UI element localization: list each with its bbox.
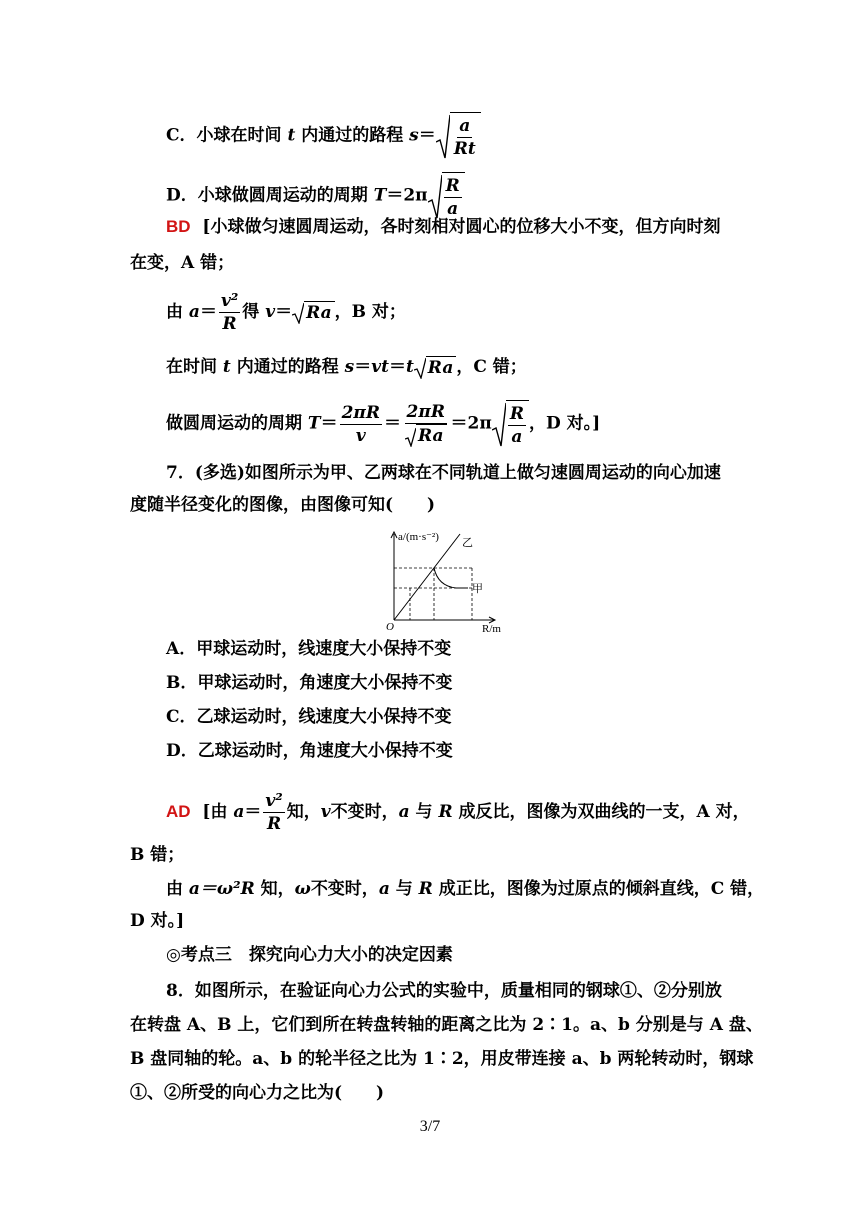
text: 不变时， [310,879,379,899]
var-vt: vt [371,357,389,377]
radicand: Ra [416,424,447,447]
equals: ＝ [418,125,436,146]
option-c [166,112,481,160]
var-a: a [233,802,245,822]
radicand: Ra [304,301,335,324]
var-t: t [222,357,231,377]
frac-numerator: 2πR [341,402,380,423]
equals: ＝ [383,413,401,434]
y-axis-label: a/(m·s⁻²) [398,531,439,543]
text: 与 [389,879,419,899]
answer6-line3 [166,290,406,335]
equals-2pi: ＝2π [450,413,492,434]
text: ，D 对。] [528,413,601,434]
sqrt-expression [428,172,465,220]
acceleration-radius-graph [372,528,512,632]
var-v: v [320,802,331,822]
text: 成正比，图像为过原点的倾斜直线，C 错， [432,879,765,899]
var-t: t [405,357,414,377]
frac-numerator: v² [265,791,283,811]
fraction [263,790,284,835]
equals: ＝ [275,302,293,322]
fraction [340,402,382,447]
fraction [219,290,240,335]
answer6-line2: 在变，A 错； [130,253,235,273]
origin-label: O [386,621,394,632]
section-heading: ◎考点三 探究向心力大小的决定因素 [166,945,453,965]
answer6-line5 [166,400,600,448]
text: ，C 错； [456,357,527,377]
equals-2pi: ＝2π [386,185,428,206]
sqrt-expression [436,112,481,160]
frac-numerator: a [459,116,471,136]
sqrt-expression [414,356,457,379]
page-number: 3/7 [419,1118,441,1135]
answer7-line3 [166,878,764,900]
fraction [403,401,449,447]
var-a: a [378,879,390,899]
frac-denominator: R [222,314,237,334]
answer6-line1 [166,216,720,238]
option-d-text: D．小球做圆周运动的周期 [166,185,374,206]
var-v: v [265,302,276,322]
frac-denominator: Rt [453,139,476,159]
answer7-line2: B 错； [130,845,185,865]
label-yi: 乙 [462,537,473,549]
option-c: C．乙球运动时，线速度大小保持不变 [166,707,452,727]
equals: ＝ [320,413,338,434]
question8-line3: B 盘同轴的轮。a、b 的轮半径之比为 1∶2，用皮带连接 a、b 两轮转动时，钢球 [130,1049,754,1069]
frac-denominator: a [447,199,459,219]
question8-line1: 8．如图所示，在验证向心力公式的实验中，质量相同的钢球①、②分别放 [166,981,722,1001]
answer6-line4 [166,356,527,379]
question8-line4: ①、②所受的向心力之比为( ) [130,1083,385,1103]
var-a: a [188,302,200,322]
option-d: D．乙球运动时，角速度大小保持不变 [166,741,453,761]
question7-line1: 7．(多选)如图所示为甲、乙两球在不同轨道上做匀速圆周运动的向心加速 [166,463,721,483]
var-t: t [287,125,296,146]
option-b: B．甲球运动时，角速度大小保持不变 [166,673,453,693]
var-s: s [409,125,419,146]
frac-numerator: 2πR [406,402,445,422]
text: 知， [254,879,295,899]
text: 不变时， [330,802,399,822]
text: 做圆周运动的周期 [166,413,308,434]
line-yi [394,534,460,620]
frac-denominator: a [511,427,523,447]
equals: ＝ [354,357,372,377]
text: [由 [202,802,234,822]
curve-jia [434,568,468,588]
var-R: R [418,879,433,899]
frac-numerator: v² [220,291,239,311]
var-s: s [344,357,355,377]
frac-denominator: v [355,425,366,446]
answer-label: BD [166,217,191,236]
answer-text: [小球做匀速圆周运动，各时刻相对圆心的位移大小不变，但方向时刻 [202,217,721,237]
option-c-text2: 内通过的路程 [295,125,410,146]
radicand: Ra [426,356,457,379]
text: 成反比，图像为双曲线的一支，A 对， [452,802,750,822]
question7-line2: 度随半径变化的图像，由图像可知( ) [130,495,436,515]
var-T: T [307,413,321,434]
var-omega: ω [294,879,311,899]
text: 与 [409,802,439,822]
text: 得 [242,302,266,322]
frac-numerator: R [445,176,460,196]
label-jia: 甲 [472,583,483,595]
var-a: a [398,802,410,822]
equals: ＝ [388,357,406,377]
question8-line2: 在转盘 A、B 上，它们到所在转盘转轴的距离之比为 2∶1。a、b 分别是与 A 盘、 [130,1015,763,1035]
sqrt-expression [405,424,447,447]
sqrt-expression [292,301,335,324]
x-axis-label: R/m [482,623,501,632]
option-a: A．甲球运动时，线速度大小保持不变 [166,639,452,659]
text: 由 [166,879,189,899]
frac-numerator: R [509,404,524,424]
text: ，B 对； [334,302,406,322]
text: 由 [166,302,189,322]
answer-label: AD [166,802,191,821]
text: 知， [286,802,321,822]
text: 内通过的路程 [230,357,345,377]
equals: ＝ [199,302,217,322]
answer7-line4: D 对。] [130,911,185,931]
sqrt-expression [492,400,529,448]
equals: ＝ [244,802,262,822]
option-c-text: C．小球在时间 [166,125,288,146]
text: 在时间 [166,357,223,377]
answer7-line1 [166,790,750,835]
formula: a＝ω²R [188,879,255,899]
var-R: R [438,802,453,822]
var-T: T [373,185,387,206]
option-d [166,172,465,220]
frac-denominator: R [266,814,282,834]
